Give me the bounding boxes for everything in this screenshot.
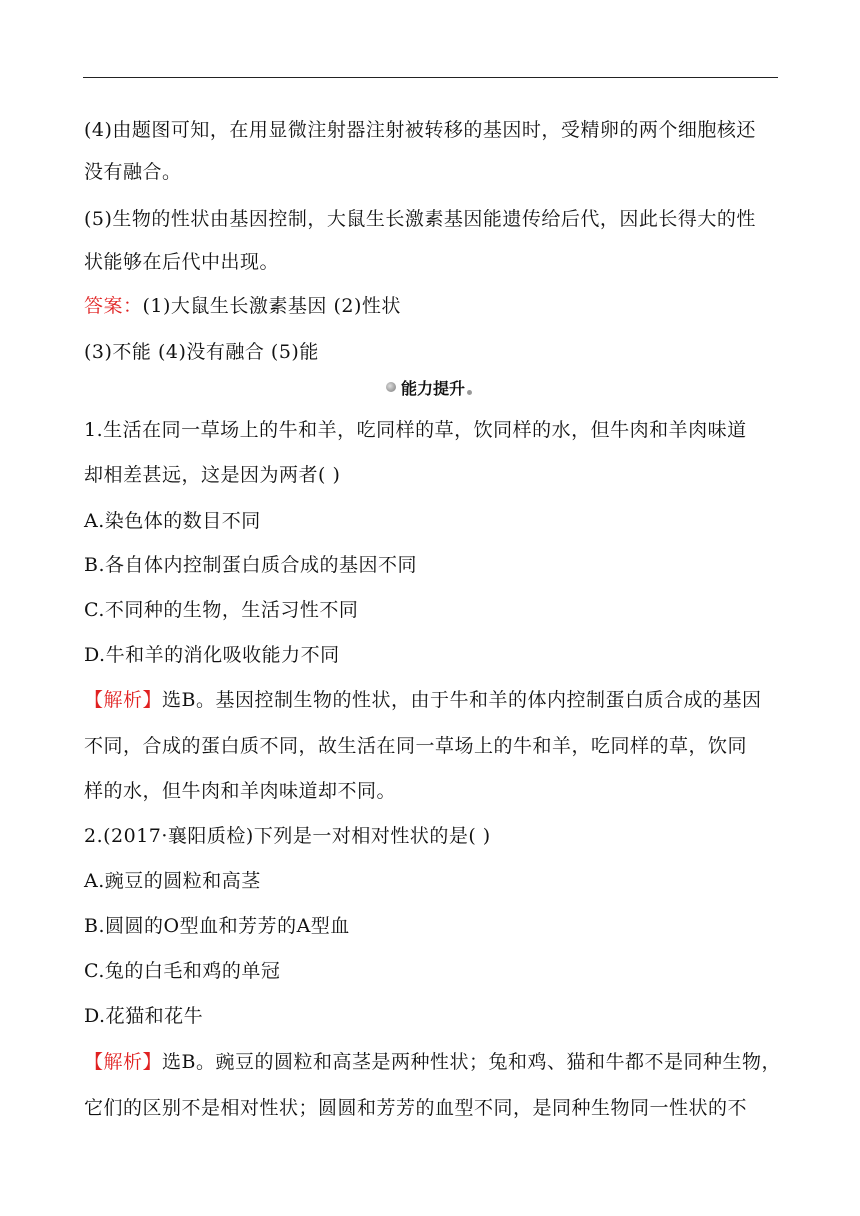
analysis-text: 选B。基因控制生物的性状，由于牛和羊的体内控制蛋白质合成的基因 [162, 689, 762, 711]
question-2-analysis: 它们的区别不是相对性状；圆圆和芳芳的血型不同，是同种生物同一性状的不 [84, 1097, 748, 1119]
question-2-option-c: C.兔的白毛和鸡的单冠 [84, 960, 281, 982]
section-badge [384, 375, 472, 399]
analysis-label: 【解析】 [84, 689, 163, 711]
question-1-option-a: A.染色体的数目不同 [84, 510, 261, 532]
question-2-option-b: B.圆圆的O型血和芳芳的A型血 [84, 915, 350, 937]
answer-label: 答案： [84, 295, 143, 317]
text-line: 状能够在后代中出现。 [84, 251, 280, 273]
question-2-option-a: A.豌豆的圆粒和高茎 [84, 870, 261, 892]
question-1-analysis: 不同，合成的蛋白质不同，故生活在同一草场上的牛和羊，吃同样的草，饮同 [84, 735, 748, 757]
question-2-option-d: D.花猫和花牛 [84, 1005, 204, 1027]
badge-icon [384, 381, 398, 393]
question-1-option-c: C.不同种的生物，生活习性不同 [84, 599, 359, 621]
analysis-text: 选B。豌豆的圆粒和高茎是两种性状；兔和鸡、猫和牛都不是同种生物， [162, 1051, 781, 1073]
answer-line-2: (3)不能 (4)没有融合 (5)能 [84, 341, 319, 363]
text-line: (4)由题图可知，在用显微注射器注射被转移的基因时，受精卵的两个细胞核还 [84, 119, 756, 141]
question-2-analysis [84, 1050, 781, 1074]
question-1-analysis: 样的水，但牛肉和羊肉味道却不同。 [84, 780, 397, 802]
question-1-option-d: D.牛和羊的消化吸收能力不同 [84, 644, 340, 666]
analysis-label: 【解析】 [84, 1051, 163, 1073]
question-1-stem: 1.生活在同一草场上的牛和羊，吃同样的草，饮同样的水，但牛肉和羊肉味道 [84, 419, 747, 441]
badge-dot-icon [467, 390, 472, 395]
question-2-stem: 2.(2017·襄阳质检)下列是一对相对性状的是( ) [84, 825, 491, 847]
text-line: 没有融合。 [84, 161, 182, 183]
question-1-stem: 却相差甚远，这是因为两者( ) [84, 464, 341, 486]
answer-line-1 [84, 294, 401, 318]
answer-text: (1)大鼠生长激素基因 (2)性状 [142, 295, 401, 317]
header-rule [83, 77, 778, 78]
question-1-analysis [84, 688, 761, 712]
text-line: (5)生物的性状由基因控制，大鼠生长激素基因能遗传给后代，因此长得大的性 [84, 208, 756, 230]
question-1-option-b: B.各自体内控制蛋白质合成的基因不同 [84, 554, 418, 576]
section-title: 能力提升 [401, 378, 466, 398]
